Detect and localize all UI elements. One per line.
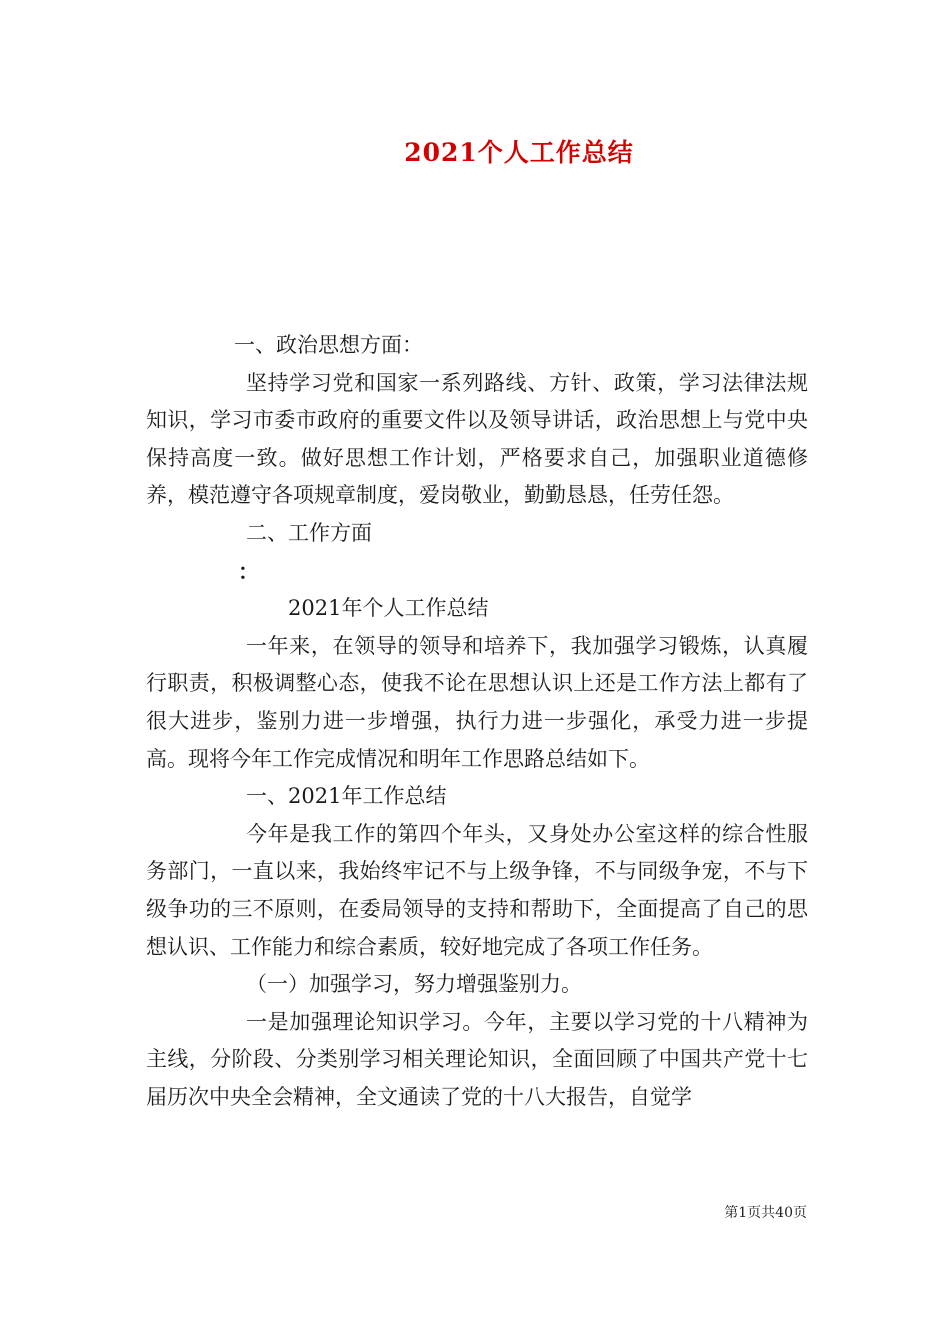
section-heading-summary: 一、2021年工作总结 <box>246 784 447 809</box>
paragraph: 坚持学习党和国家一系列路线、方针、政策，学习法律法规知识，学习市委市政府的重要文件以及领导讲话，政治思想上与党中央保持高度一致。做好思想工作计划，严格要求自己，加强职业道德修养，模范遵守各项规章制度，爱岗敬业，勤勤恳恳，任劳任怨。 <box>146 370 808 508</box>
subsection-heading: （一）加强学习，努力增强鉴别力。 <box>246 972 582 997</box>
section-heading-work: 二、工作方面 <box>246 520 372 545</box>
document-body <box>146 327 808 1116</box>
subtitle: 2021年个人工作总结 <box>288 596 489 621</box>
paragraph: 今年是我工作的第四个年头，又身处办公室这样的综合性服务部门，一直以来，我始终牢记不与上级争锋，不与同级争宠，不与下级争功的三不原则，在委局领导的支持和帮助下，全面提高了自己的思想认识、工作能力和综合素质，较好地完成了各项工作任务。 <box>146 821 808 959</box>
section-heading-politics: 一、政治思想方面： <box>234 333 423 357</box>
paragraph: 一是加强理论知识学习。今年，主要以学习党的十八精神为主线，分阶段、分类别学习相关理论知识，全面回顾了中国共产党十七届历次中央全会精神，全文通读了党的十八大报告，自觉学 <box>146 1009 808 1109</box>
document-title: 2021个人工作总结 <box>404 138 634 167</box>
paragraph: ： <box>238 558 259 584</box>
page-number: 第1页共40页 <box>724 1205 807 1221</box>
paragraph: 一年来，在领导的领导和培养下，我加强学习锻炼，认真履行职责，积极调整心态，使我不论在思想认识上还是工作方法上都有了很大进步，鉴别力进一步增强，执行力进一步强化，承受力进一步提高。现将今年工作完成情况和明年工作思路总结如下。 <box>146 633 808 771</box>
